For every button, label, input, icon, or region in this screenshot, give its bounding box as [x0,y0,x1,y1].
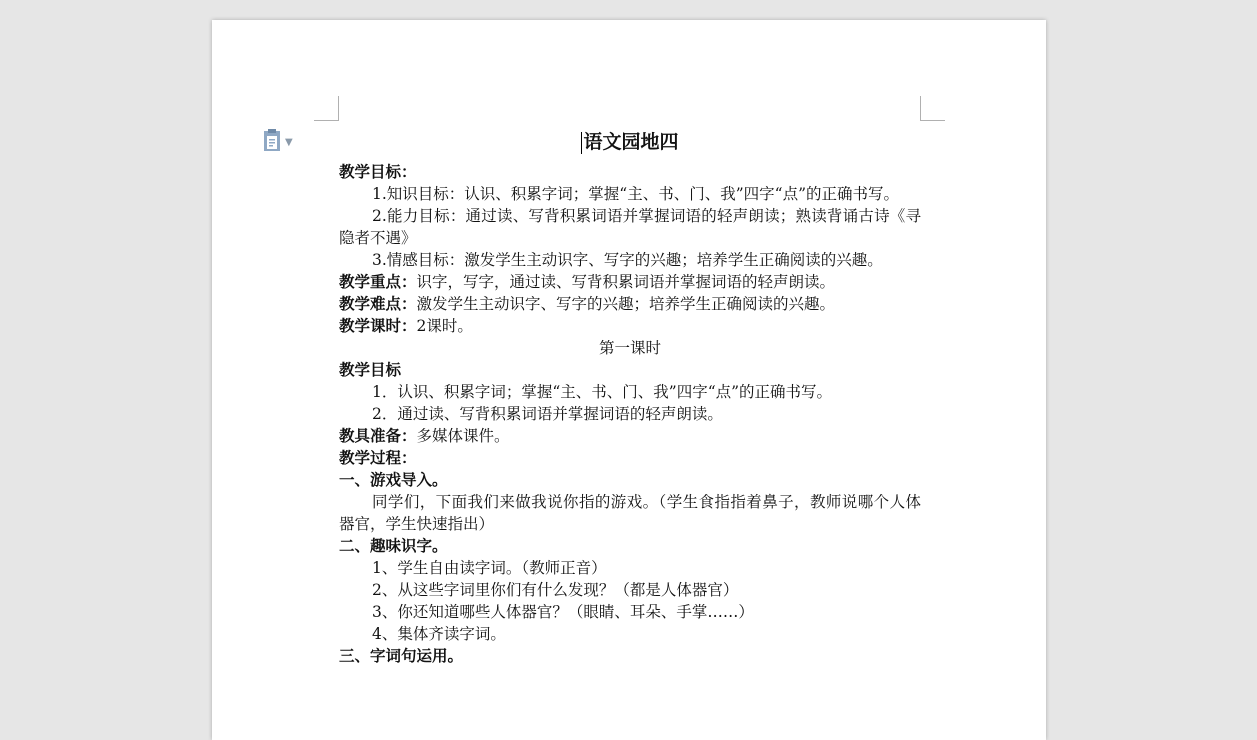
margin-corner-marker [314,96,339,121]
paragraph: 4、集体齐读字词。 [372,625,506,643]
paragraph: 2．通过读、写背积累词语并掌握词语的轻声朗读。 [372,405,723,423]
paragraph: 教学目标： [339,162,417,181]
paragraph: 教学过程： [339,448,417,467]
paragraph: 1、学生自由读字词。（教师正音） [372,559,607,577]
paragraph: 教学课时：2课时。 [339,316,473,335]
margin-corner-marker [920,96,945,121]
paragraph: 3.情感目标：激发学生主动识字、写字的兴趣；培养学生正确阅读的兴趣。 [372,251,883,269]
chevron-down-icon: ▼ [285,136,293,148]
paragraph: 同学们，下面我们来做我说你指的游戏。（学生食指指着鼻子，教师说哪个人体器官，学生快速指出） [339,493,921,533]
paragraph: 一、游戏导入。 [339,470,448,489]
paragraph: 教学重点：识字，写字，通过读、写背积累词语并掌握词语的轻声朗读。 [339,272,836,291]
paragraph: 教学目标 [339,360,402,379]
paragraph: 1.知识目标：认识、积累字词；掌握“主、书、门、我”四字“点”的正确书写。 [372,185,899,203]
document-title: 语文园地四 [583,131,679,153]
paragraph: 第一课时 [598,339,661,357]
paragraph: 1．认识、积累字词；掌握“主、书、门、我”四字“点”的正确书写。 [372,383,833,401]
document-body[interactable] [339,127,921,667]
paragraph: 教具准备：多媒体课件。 [339,426,510,445]
paragraph: 教学难点：激发学生主动识字、写字的兴趣；培养学生正确阅读的兴趣。 [339,294,836,313]
paste-options-icon [262,128,282,156]
paragraph: 2.能力目标：通过读、写背积累词语并掌握词语的轻声朗读；熟读背诵古诗《寻隐者不遇》 [339,207,921,247]
paragraph: 二、趣味识字。 [339,536,448,555]
paste-options-button[interactable] [262,130,302,154]
paragraph: 3、你还知道哪些人体器官？（眼睛、耳朵、手掌……） [372,603,754,621]
paragraph: 2、从这些字词里你们有什么发现？（都是人体器官） [372,581,739,599]
paragraph: 三、字词句运用。 [339,646,464,665]
